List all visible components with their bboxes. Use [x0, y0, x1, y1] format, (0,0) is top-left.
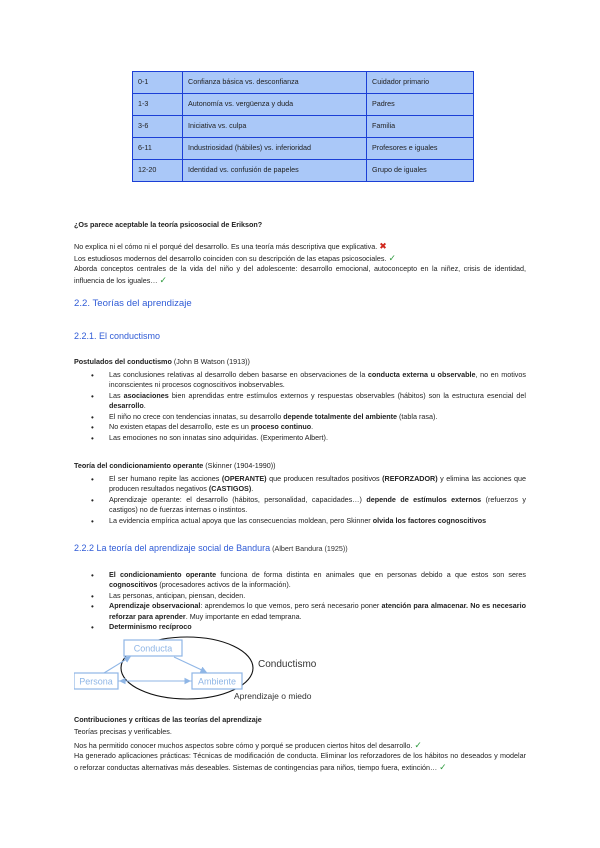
contribuciones-paragraph-2: Nos ha permitido conocer muchos aspectos sobre cómo y porqué se producen ciertos hitos del desarrollo. ✓ — [74, 740, 422, 750]
table-cell: 0-1 — [133, 72, 183, 94]
aprendizaje-diagram-label: Aprendizaje o miedo — [234, 691, 312, 701]
table-cell: Iniciativa vs. culpa — [183, 116, 367, 138]
erikson-paragraph-3: Aborda conceptos centrales de la vida del niño y del adolescente: desarrollo emocional, autoconcepto en la niñez, crisis de identidad, influencia de los iguales… ✓ — [74, 264, 526, 286]
arrow-persona-conducta — [104, 657, 130, 673]
arrow-conducta-ambiente — [174, 657, 206, 672]
conducta-label: Conducta — [133, 643, 173, 654]
table-row — [133, 138, 474, 160]
conductismo-list — [74, 370, 526, 443]
list-item: • Las conclusiones relativas al desarrollo deben basarse en observaciones de la conducta externa u observable, no en motivos inconscientes ni procesos cognoscitivos inobservables. — [74, 370, 526, 391]
table-cell: 6-11 — [133, 138, 183, 160]
table-cell: 3-6 — [133, 116, 183, 138]
erikson-paragraph-1: No explica ni el cómo ni el porqué del desarrollo. Es una teoría más descriptiva que explicativa. ✖ — [74, 241, 387, 251]
list-item: • Las personas, anticipan, piensan, deciden. — [74, 591, 526, 601]
list-item: • Aprendizaje operante: el desarrollo (hábitos, personalidad, capacidades…) depende de estímulos externos (refuerzos y castigos) no de fuerzas internas o instintos. — [74, 495, 526, 516]
ambiente-label: Ambiente — [197, 676, 237, 687]
check-mark-icon: ✓ — [159, 275, 168, 286]
table-row — [133, 94, 474, 116]
list-item: • Aprendizaje observacional: aprendemos lo que vemos, pero será necesario poner atención para almacenar. No es necesario reforzar para aprender. Muy importante en edad temprana. — [74, 601, 526, 622]
list-item: • Determinismo recíproco — [74, 622, 526, 632]
contribuciones-paragraph-3: Ha generado aplicaciones prácticas: Técnicas de modificación de conducta. Eliminar los reforzadores de los hábitos no deseados y modelar o reforzar conductas alternativas más deseables. Sistemas de contingencias para niños, tiempo fuera, extinción… ✓ — [74, 751, 526, 773]
table-cell: Profesores e iguales — [367, 138, 474, 160]
list-item: • El niño no crece con tendencias innatas, su desarrollo depende totalmente del ambiente (tabla rasa). — [74, 412, 526, 422]
table-cell: Identidad vs. confusión de papeles — [183, 160, 367, 182]
list-item: • La evidencia empírica actual apoya que las consecuencias moldean, pero Skinner olvida los factores cognoscitivos — [74, 516, 526, 526]
contribuciones-paragraph-1: Teorías precisas y verificables. — [74, 727, 172, 736]
erikson-paragraph-2: Los estudiosos modernos del desarrollo coinciden con su descripción de las etapas psicosociales. ✓ — [74, 253, 396, 263]
check-mark-icon: ✓ — [388, 253, 396, 263]
table-cell: Familia — [367, 116, 474, 138]
list-item: • Las emociones no son innatas sino adquiridas. (Experimento Albert). — [74, 433, 526, 443]
table-row — [133, 160, 474, 182]
cross-mark-icon: ✖ — [379, 241, 387, 251]
table-cell: Autonomía vs. vergüenza y duda — [183, 94, 367, 116]
list-item: • No existen etapas del desarrollo, este es un proceso continuo. — [74, 422, 526, 432]
conductismo-heading: Postulados del conductismo (John B Watson (1913)) — [74, 357, 250, 366]
section-heading-2-2-1: 2.2.1. El conductismo — [74, 331, 161, 341]
persona-label: Persona — [79, 676, 113, 687]
table-cell: 1-3 — [133, 94, 183, 116]
erikson-question-title: ¿Os parece aceptable la teoría psicosocial de Erikson? — [74, 220, 263, 229]
table-row — [133, 72, 474, 94]
conductismo-diagram-label: Conductismo — [258, 659, 317, 670]
bandura-list — [74, 570, 526, 633]
section-heading-2-2: 2.2. Teorías del aprendizaje — [74, 298, 192, 309]
table-cell: Padres — [367, 94, 474, 116]
operante-list — [74, 474, 526, 526]
table-cell: Industriosidad (hábiles) vs. inferioridad — [183, 138, 367, 160]
check-mark-icon: ✓ — [439, 762, 447, 773]
table-cell: 12-20 — [133, 160, 183, 182]
list-item: • Las asociaciones bien aprendidas entre estímulos externos y respuestas observables (hábitos) son la estructura esencial del desarrollo. — [74, 391, 526, 412]
reciprocal-determinism-diagram — [74, 636, 374, 702]
check-mark-icon: ✓ — [414, 740, 422, 750]
table-cell: Cuidador primario — [367, 72, 474, 94]
contribuciones-title: Contribuciones y críticas de las teorías del aprendizaje — [74, 715, 262, 724]
section-heading-2-2-2: 2.2.2 La teoría del aprendizaje social de Bandura (Albert Bandura (1925)) — [74, 543, 348, 553]
table-cell: Grupo de iguales — [367, 160, 474, 182]
table-cell: Confianza básica vs. desconfianza — [183, 72, 367, 94]
operante-heading: Teoría del condicionamiento operante (Skinner (1904-1990)) — [74, 461, 276, 470]
list-item: • El condicionamiento operante funciona de forma distinta en animales que en personas debido a que estos son seres cognoscitivos (procesadores activos de la información). — [74, 570, 526, 591]
table-row — [133, 116, 474, 138]
erikson-stages-table — [132, 71, 474, 182]
list-item: • El ser humano repite las acciones (OPERANTE) que producen resultados positivos (REFORZADOR) y elimina las acciones que producen resultados negativos (CASTIGOS). — [74, 474, 526, 495]
